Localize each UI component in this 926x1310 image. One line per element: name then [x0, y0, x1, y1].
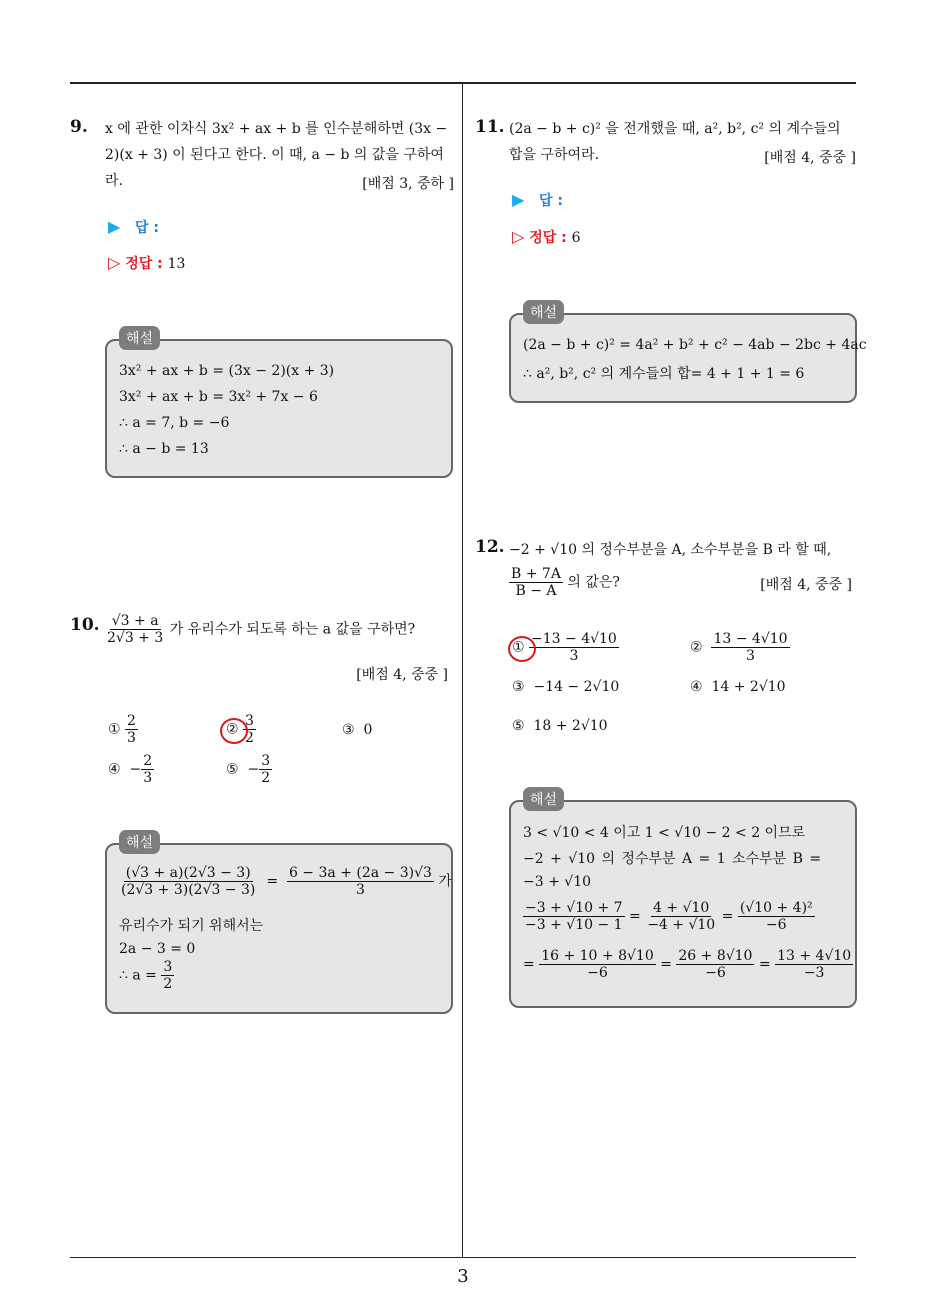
selected-answer-circle	[508, 636, 536, 662]
numerator: 3	[163, 959, 173, 975]
question-12-score: [배점 4, 중중 ]	[760, 577, 852, 593]
solution-line: ∴ a − b = 13	[119, 441, 209, 457]
selected-answer-circle	[220, 718, 248, 744]
numerator: 16 + 10 + 8√10	[541, 948, 654, 964]
solution-box	[509, 305, 867, 403]
numerator: 26 + 8√10	[678, 948, 753, 964]
solution-line	[119, 865, 452, 898]
fraction	[141, 753, 154, 786]
option-mark: ③	[342, 722, 355, 738]
solution-line: 3x² + ax + b = 3x² + 7x − 6	[119, 389, 318, 405]
solution-box	[105, 331, 453, 478]
solution-line: 3 < √10 < 4 이고 1 < √10 − 2 < 2 이므로	[523, 825, 806, 841]
option-mark: ⑤	[512, 718, 525, 734]
solution-line: ∴ a², b², c² 의 계수들의 합= 4 + 1 + 1 = 6	[523, 366, 805, 382]
option-sign: −	[247, 761, 260, 778]
answer-label: 답 :	[134, 220, 159, 236]
correct-value: 6	[571, 230, 581, 246]
option-sign: −	[129, 761, 142, 778]
question-number: 10.	[70, 615, 100, 635]
solution-box	[509, 792, 857, 1008]
denominator: 2√3 + 3	[107, 630, 164, 646]
fraction	[645, 900, 717, 933]
option-4[interactable]	[108, 753, 154, 786]
question-11	[475, 114, 505, 141]
denominator: (2√3 + 3)(2√3 − 3)	[121, 882, 256, 898]
numerator: 3	[245, 713, 254, 729]
fraction	[509, 566, 563, 599]
solution-line	[119, 959, 174, 992]
option-mark: ①	[512, 639, 525, 656]
option-3[interactable]	[342, 722, 372, 738]
numerator: 13 + 4√10	[777, 948, 852, 964]
question-number: 9.	[70, 117, 88, 137]
fraction	[161, 959, 174, 992]
solution-line: −3 + √10	[523, 874, 592, 890]
numerator: 3	[261, 753, 271, 769]
numerator: −13 − 4√10	[531, 631, 617, 647]
option-value: 18 + 2√10	[533, 718, 608, 734]
numerator: 6 − 3a + (2a − 3)√3	[288, 865, 432, 881]
fraction	[125, 713, 138, 746]
option-2[interactable]	[690, 631, 790, 664]
numerator: −3 + √10 + 7	[525, 900, 623, 916]
option-mark: ⑤	[226, 761, 239, 778]
numerator: (√10 + 4)²	[739, 900, 813, 916]
denominator: −3	[803, 965, 825, 981]
solution-line: 유리수가 되기 위해서는	[119, 918, 264, 934]
option-3[interactable]	[512, 679, 619, 695]
solution-tag: 해설	[119, 326, 160, 350]
equals: =	[266, 873, 279, 890]
question-10	[70, 612, 100, 639]
option-5[interactable]	[512, 718, 608, 734]
numerator: 13 − 4√10	[713, 631, 788, 647]
solution-line	[523, 948, 853, 981]
denominator: 2	[163, 976, 173, 992]
fraction	[775, 948, 853, 981]
therefore-text: ∴ a =	[119, 967, 157, 984]
denominator: −6	[705, 965, 726, 981]
solution-line: (2a − b + c)² = 4a² + b² + c² − 4ab − 2bc + 4ac	[523, 337, 867, 353]
bottom-rule	[70, 1257, 856, 1258]
particle: 가	[438, 873, 452, 890]
question-9-text-line2: 2)(x + 3) 이 된다고 한다. 이 때, a − b 의 값을 구하여	[105, 147, 444, 163]
fraction	[259, 753, 272, 786]
answer-row	[108, 217, 159, 237]
solution-box	[105, 835, 453, 1014]
question-text: 가 유리수가 되도록 하는 a 값을 구하면?	[169, 621, 416, 638]
option-mark: ②	[226, 721, 239, 738]
numerator: 2	[143, 753, 153, 769]
fraction	[539, 948, 656, 981]
option-4[interactable]	[690, 679, 786, 695]
question-12	[475, 534, 505, 561]
question-11-score: [배점 4, 중중 ]	[764, 150, 856, 166]
correct-label: 정답 :	[125, 256, 163, 272]
correct-answer-row	[108, 253, 185, 273]
denominator: −3 + √10 − 1	[525, 917, 623, 933]
equals: =	[660, 956, 672, 973]
denominator: B − A	[515, 583, 557, 599]
numerator: 4 + √10	[653, 900, 710, 916]
solution-line: 2a − 3 = 0	[119, 941, 196, 957]
equals: =	[758, 956, 771, 973]
correct-value: 13	[167, 256, 186, 272]
option-value: −14 − 2√10	[533, 679, 620, 695]
denominator: 3	[127, 730, 136, 746]
solution-tag: 해설	[523, 300, 564, 324]
answer-row	[512, 190, 563, 210]
denominator: −4 + √10	[647, 917, 716, 933]
solution-line: ∴ a = 7, b = −6	[119, 415, 230, 431]
question-10-score: [배점 4, 중중 ]	[356, 667, 448, 683]
answer-label: 답 :	[538, 193, 563, 209]
question-10-text	[105, 613, 415, 646]
fraction	[119, 865, 257, 898]
denominator: 3	[569, 648, 579, 664]
question-12-text-line1: −2 + √10 의 정수부분을 A, 소수부분을 B 라 할 때,	[509, 542, 832, 558]
option-mark: ④	[690, 679, 703, 695]
correct-answer-row	[512, 227, 581, 247]
question-text: 의 값은?	[567, 574, 620, 591]
question-11-text-line2: 합을 구하여라.	[509, 147, 600, 163]
question-11-text-line1: (2a − b + c)² 을 전개했을 때, a², b², c² 의 계수들의	[509, 121, 841, 137]
top-rule	[70, 82, 856, 84]
question-number: 11.	[475, 117, 505, 137]
denominator: 2	[245, 730, 254, 746]
numerator: 2	[127, 713, 136, 729]
denominator: 2	[261, 770, 271, 786]
question-number: 12.	[475, 537, 505, 557]
question-9-score: [배점 3, 중하 ]	[362, 176, 454, 192]
option-value: 14 + 2√10	[711, 679, 786, 695]
play-arrow-icon: ▶	[512, 190, 525, 209]
fraction	[738, 900, 815, 933]
equals: =	[629, 908, 641, 925]
denominator: −6	[765, 917, 787, 933]
fraction	[523, 900, 625, 933]
equals: =	[721, 908, 734, 925]
option-mark: ①	[108, 721, 121, 738]
equals: =	[523, 956, 535, 973]
column-divider	[462, 84, 463, 1258]
denominator: 3	[143, 770, 153, 786]
fraction	[676, 948, 754, 981]
question-9-text-line3: 라.	[105, 173, 123, 189]
solution-line: 3x² + ax + b = (3x − 2)(x + 3)	[119, 363, 335, 379]
denominator: −6	[587, 965, 608, 981]
fraction	[105, 613, 165, 646]
option-mark: ④	[108, 761, 121, 778]
numerator: √3 + a	[111, 613, 159, 629]
question-12-text-line2	[509, 566, 620, 599]
hollow-arrow-icon: ▷	[108, 253, 121, 272]
denominator: 3	[746, 648, 755, 664]
page-number: 3	[457, 1266, 469, 1287]
solution-tag: 해설	[119, 830, 160, 854]
option-5[interactable]	[226, 753, 272, 786]
numerator: (√3 + a)(2√3 − 3)	[125, 865, 251, 881]
option-mark: ③	[512, 679, 525, 695]
hollow-arrow-icon: ▷	[512, 227, 525, 246]
option-value: 0	[363, 722, 373, 738]
option-mark: ②	[690, 639, 703, 656]
denominator: 3	[355, 882, 365, 898]
correct-label: 정답 :	[529, 230, 567, 246]
solution-line: −2 + √10 의 정수부분 A = 1 소수부분 B =	[523, 851, 822, 867]
numerator: B + 7A	[511, 566, 561, 582]
fraction	[711, 631, 789, 664]
fraction	[529, 631, 619, 664]
solution-line	[523, 900, 815, 933]
question-9-text-line1: x 에 관한 이차식 3x² + ax + b 를 인수분해하면 (3x −	[105, 121, 448, 137]
fraction	[287, 865, 434, 898]
solution-tag: 해설	[523, 787, 564, 811]
play-arrow-icon: ▶	[108, 217, 121, 236]
option-1[interactable]	[108, 713, 138, 746]
